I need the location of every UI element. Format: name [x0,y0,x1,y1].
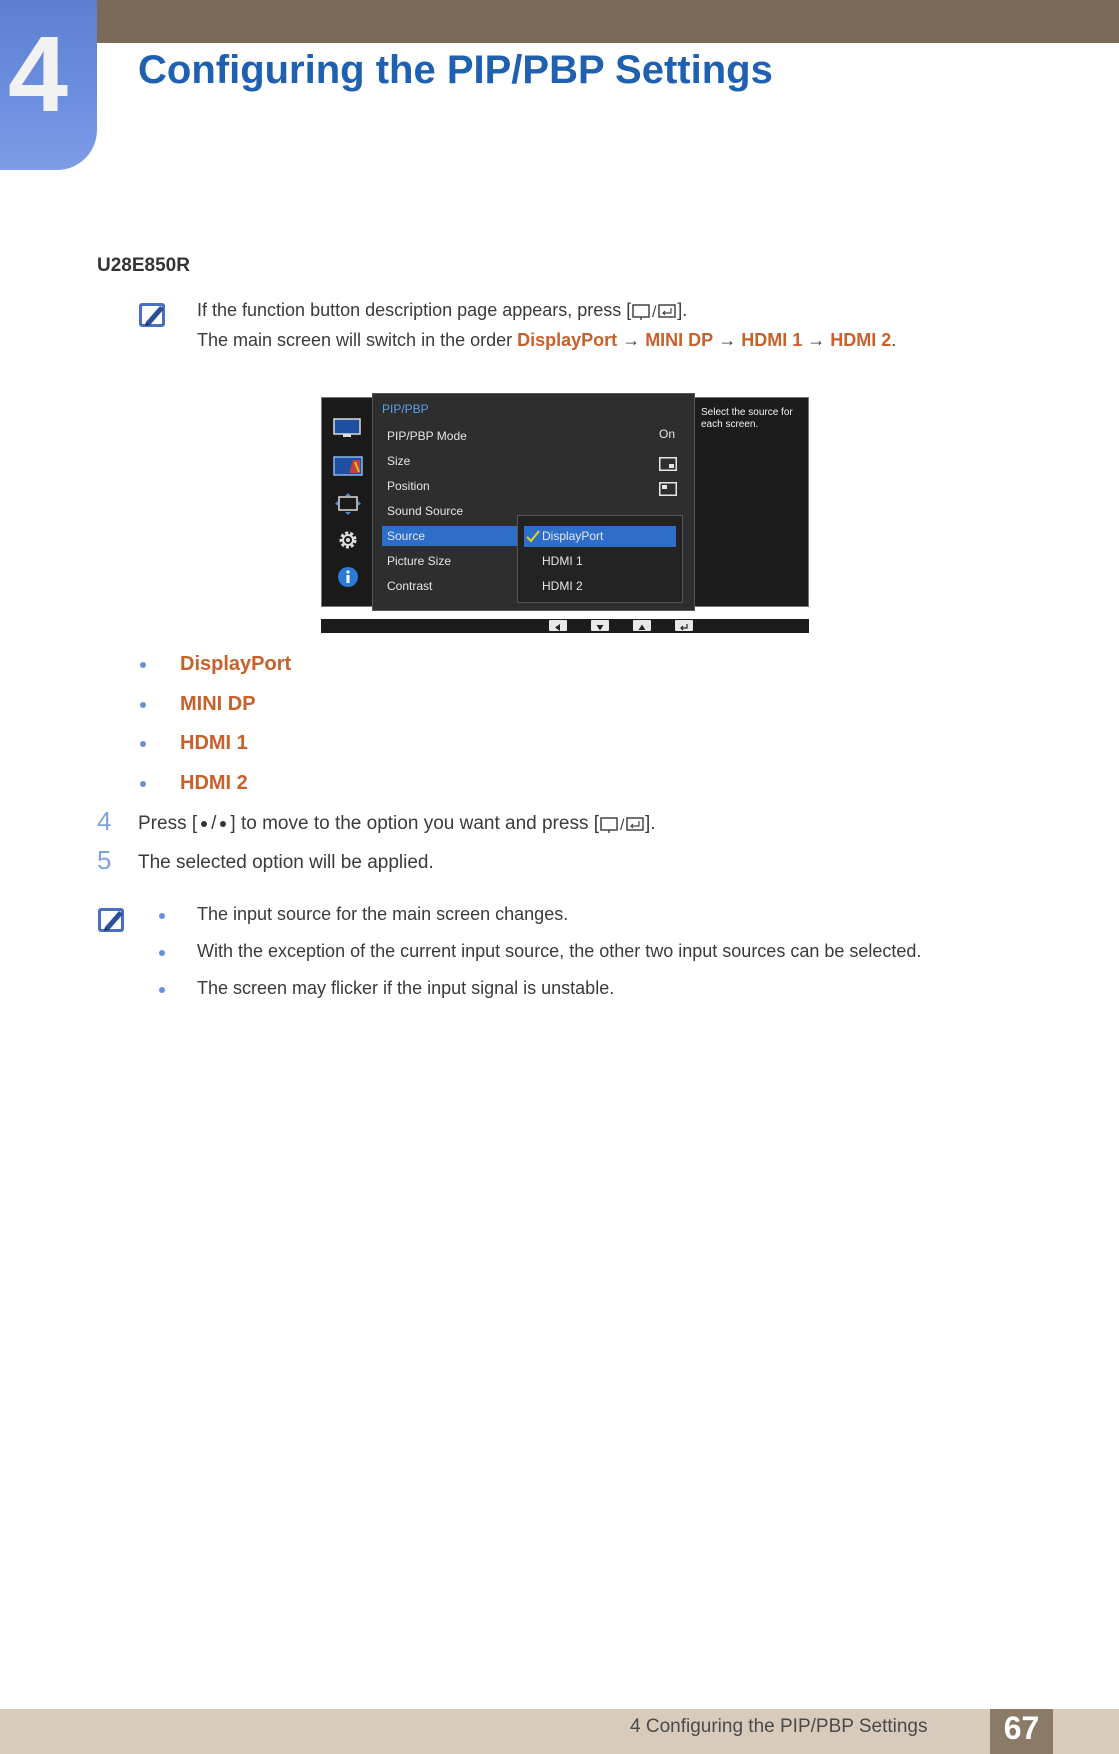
down-arrow-key-icon[interactable] [591,620,609,631]
step-4-end: ]. [645,813,656,834]
osd-item-sound-source[interactable]: Sound Source [387,504,464,518]
pip-position-icon [659,482,677,496]
footer-chapter-text: 4 Configuring the PIP/PBP Settings [630,1716,928,1737]
note-input-source-changes: The input source for the main screen changes. [197,904,569,924]
page-number: 67 [1003,1710,1040,1746]
source-enter-key-icon [631,301,677,321]
source-mini-dp: MINI DP [180,693,256,715]
order-displayport: DisplayPort [517,330,618,350]
bullet-dot [159,987,165,993]
note-line-1 [197,300,687,321]
chapter-tab [0,0,97,170]
osd-submenu-hdmi-1[interactable]: HDMI 1 [542,554,583,568]
footer-bar [0,1709,1119,1754]
note-line-2-prefix: The main screen will switch in the order [197,330,518,350]
bullet-dot [159,913,165,919]
osd-item-source[interactable]: Source [382,526,517,546]
step-5-text: The selected option will be applied. [138,852,434,873]
note-icon [138,300,170,330]
step-4-suffix: ] to move to the option you want and press [ [230,813,600,834]
pip-size-icon [659,457,677,471]
note-screen-flicker: The screen may flicker if the input signal is unstable. [197,978,615,998]
osd-help-text: Select the source for each screen. [701,407,793,430]
step-4-text [138,813,656,835]
source-hdmi-1: HDMI 1 [180,732,248,754]
picture-menu-icon[interactable] [333,418,361,438]
check-icon [526,530,540,543]
osd-item-picture-size[interactable]: Picture Size [387,554,452,568]
bullet-dot [159,950,165,956]
setup-gear-icon[interactable] [336,528,360,552]
note-icon [97,905,129,935]
source-displayport: DisplayPort [180,653,292,675]
bullet-dot [140,702,146,708]
order-mini-dp: MINI DP [645,330,714,350]
up-arrow-key-icon[interactable] [633,620,651,631]
bullet-dot [140,741,146,747]
osd-item-position[interactable]: Position [387,479,430,493]
enter-key-icon[interactable] [675,620,693,631]
step-5-number: 5 [97,845,112,875]
header-bar [0,0,1119,43]
size-position-menu-icon[interactable] [334,492,362,516]
information-icon[interactable] [337,566,359,588]
osd-submenu-hdmi-2[interactable]: HDMI 2 [542,579,583,593]
button-dot-icon [216,814,230,834]
note-line-2 [197,330,896,351]
arrow-3: → [807,330,826,350]
order-hdmi-1: HDMI 1 [741,330,803,350]
arrow-1: → [622,330,641,350]
svg-text:/: / [620,816,625,834]
color-menu-icon[interactable] [333,456,363,476]
order-hdmi-2: HDMI 2 [830,330,892,350]
note-line-2-suffix: . [891,330,897,350]
osd-menu-title: PIP/PBP [382,402,429,416]
bullet-dot [140,662,146,668]
source-hdmi-2: HDMI 2 [180,772,248,794]
left-arrow-key-icon[interactable] [549,620,567,631]
source-enter-key-icon [599,814,645,834]
bullet-dot [140,781,146,787]
osd-submenu-displayport[interactable]: DisplayPort [542,529,604,543]
chapter-title: Configuring the PIP/PBP Settings [138,48,773,92]
osd-item-contrast[interactable]: Contrast [387,579,433,593]
step-4-prefix: Press [ [138,813,198,834]
note-line-1-suffix: ]. [677,300,688,320]
note-line-1-prefix: If the function button description page appears, press [ [197,300,632,320]
step-4-separator: / [211,813,217,834]
osd-item-pip-pbp-mode[interactable]: PIP/PBP Mode [387,429,467,443]
step-4-number: 4 [97,806,112,836]
button-dot-icon [197,814,211,834]
arrow-2: → [718,330,737,350]
osd-item-size[interactable]: Size [387,454,411,468]
svg-text:/: / [652,304,657,322]
model-heading: U28E850R [97,255,190,276]
chapter-number: 4 [8,13,69,134]
note-other-sources-selectable: With the exception of the current input source, the other two input sources can be selected. [197,941,922,961]
osd-mode-value: On [659,427,676,441]
